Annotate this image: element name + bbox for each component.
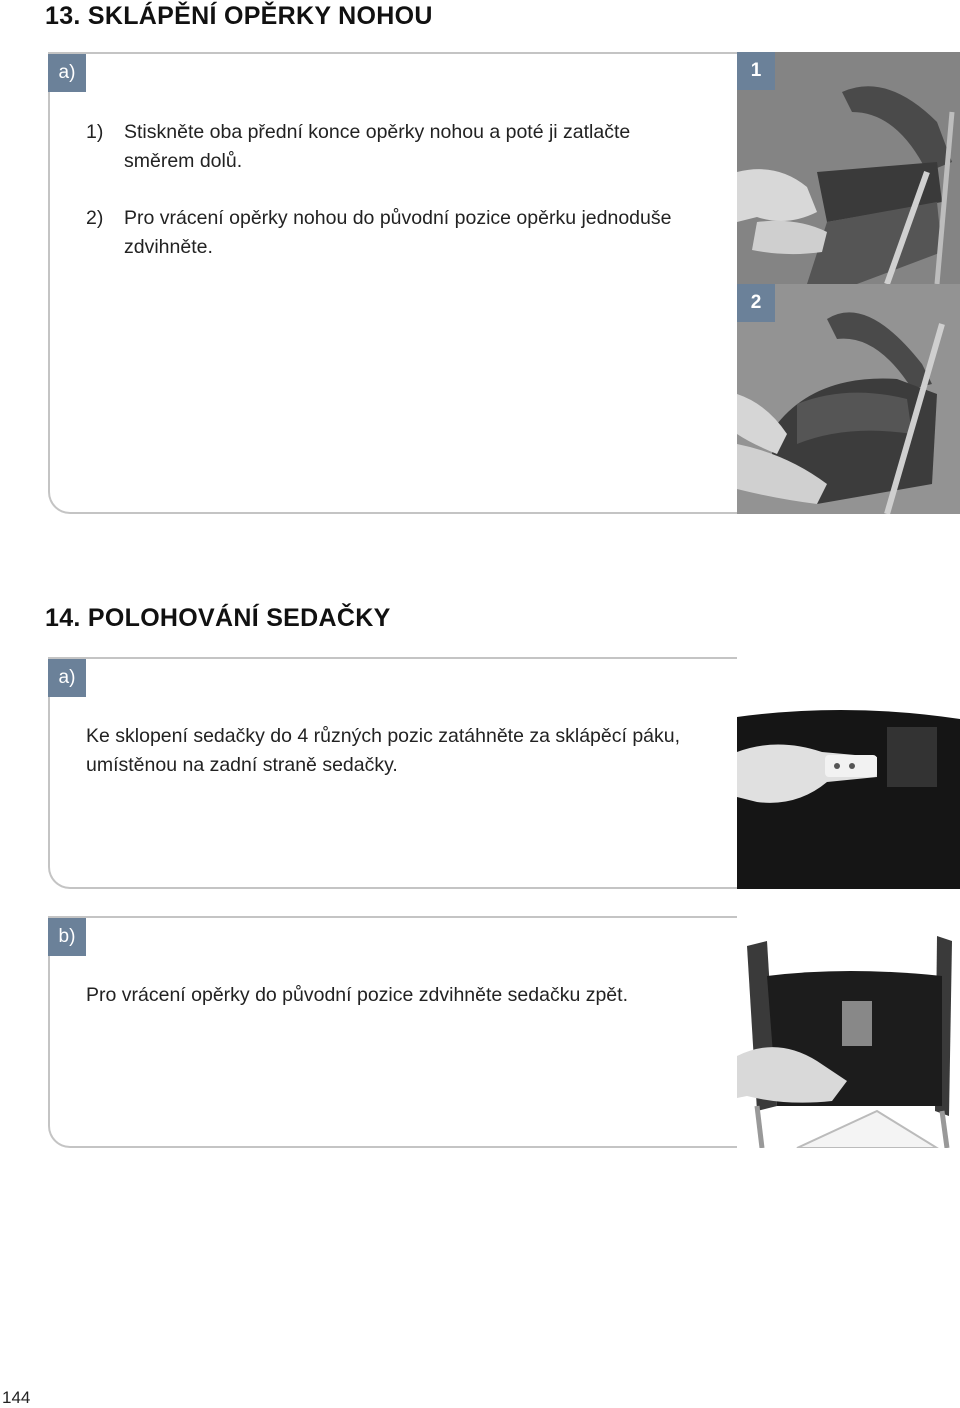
section-13-title: 13. SKLÁPĚNÍ OPĚRKY NOHOU: [45, 2, 433, 30]
section-14-title: 14. POLOHOVÁNÍ SEDAČKY: [45, 604, 391, 632]
section-14-panel-a-text: Ke sklopení sedačky do 4 různých pozic zatáhněte za sklápěcí páku, umístěnou na zadní straně sedačky.: [86, 725, 681, 776]
seat-return-photo: [737, 916, 960, 1148]
section-13-badge: a): [48, 54, 86, 92]
section-14-badge-a: a): [48, 659, 86, 697]
section-14-badge-b: b): [48, 918, 86, 956]
section-14-panel-b-text: Pro vrácení opěrky do původní pozice zdvihněte sedačku zpět.: [86, 984, 628, 1006]
step-2-number: 2): [86, 207, 104, 229]
photo-1-label: 1: [737, 52, 775, 90]
seat-lever-photo: [737, 657, 960, 889]
step-1-text: Stiskněte oba přední konce opěrky nohou a poté ji zatlačte směrem dolů.: [124, 121, 631, 172]
page-number: 144: [2, 1388, 31, 1407]
photo-2-label: 2: [737, 284, 775, 322]
section-14-panel-b: [48, 916, 738, 1148]
step-2-text: Pro vrácení opěrky nohou do původní pozice opěrku jednoduše zdvihněte.: [124, 207, 672, 258]
step-1-number: 1): [86, 121, 104, 143]
